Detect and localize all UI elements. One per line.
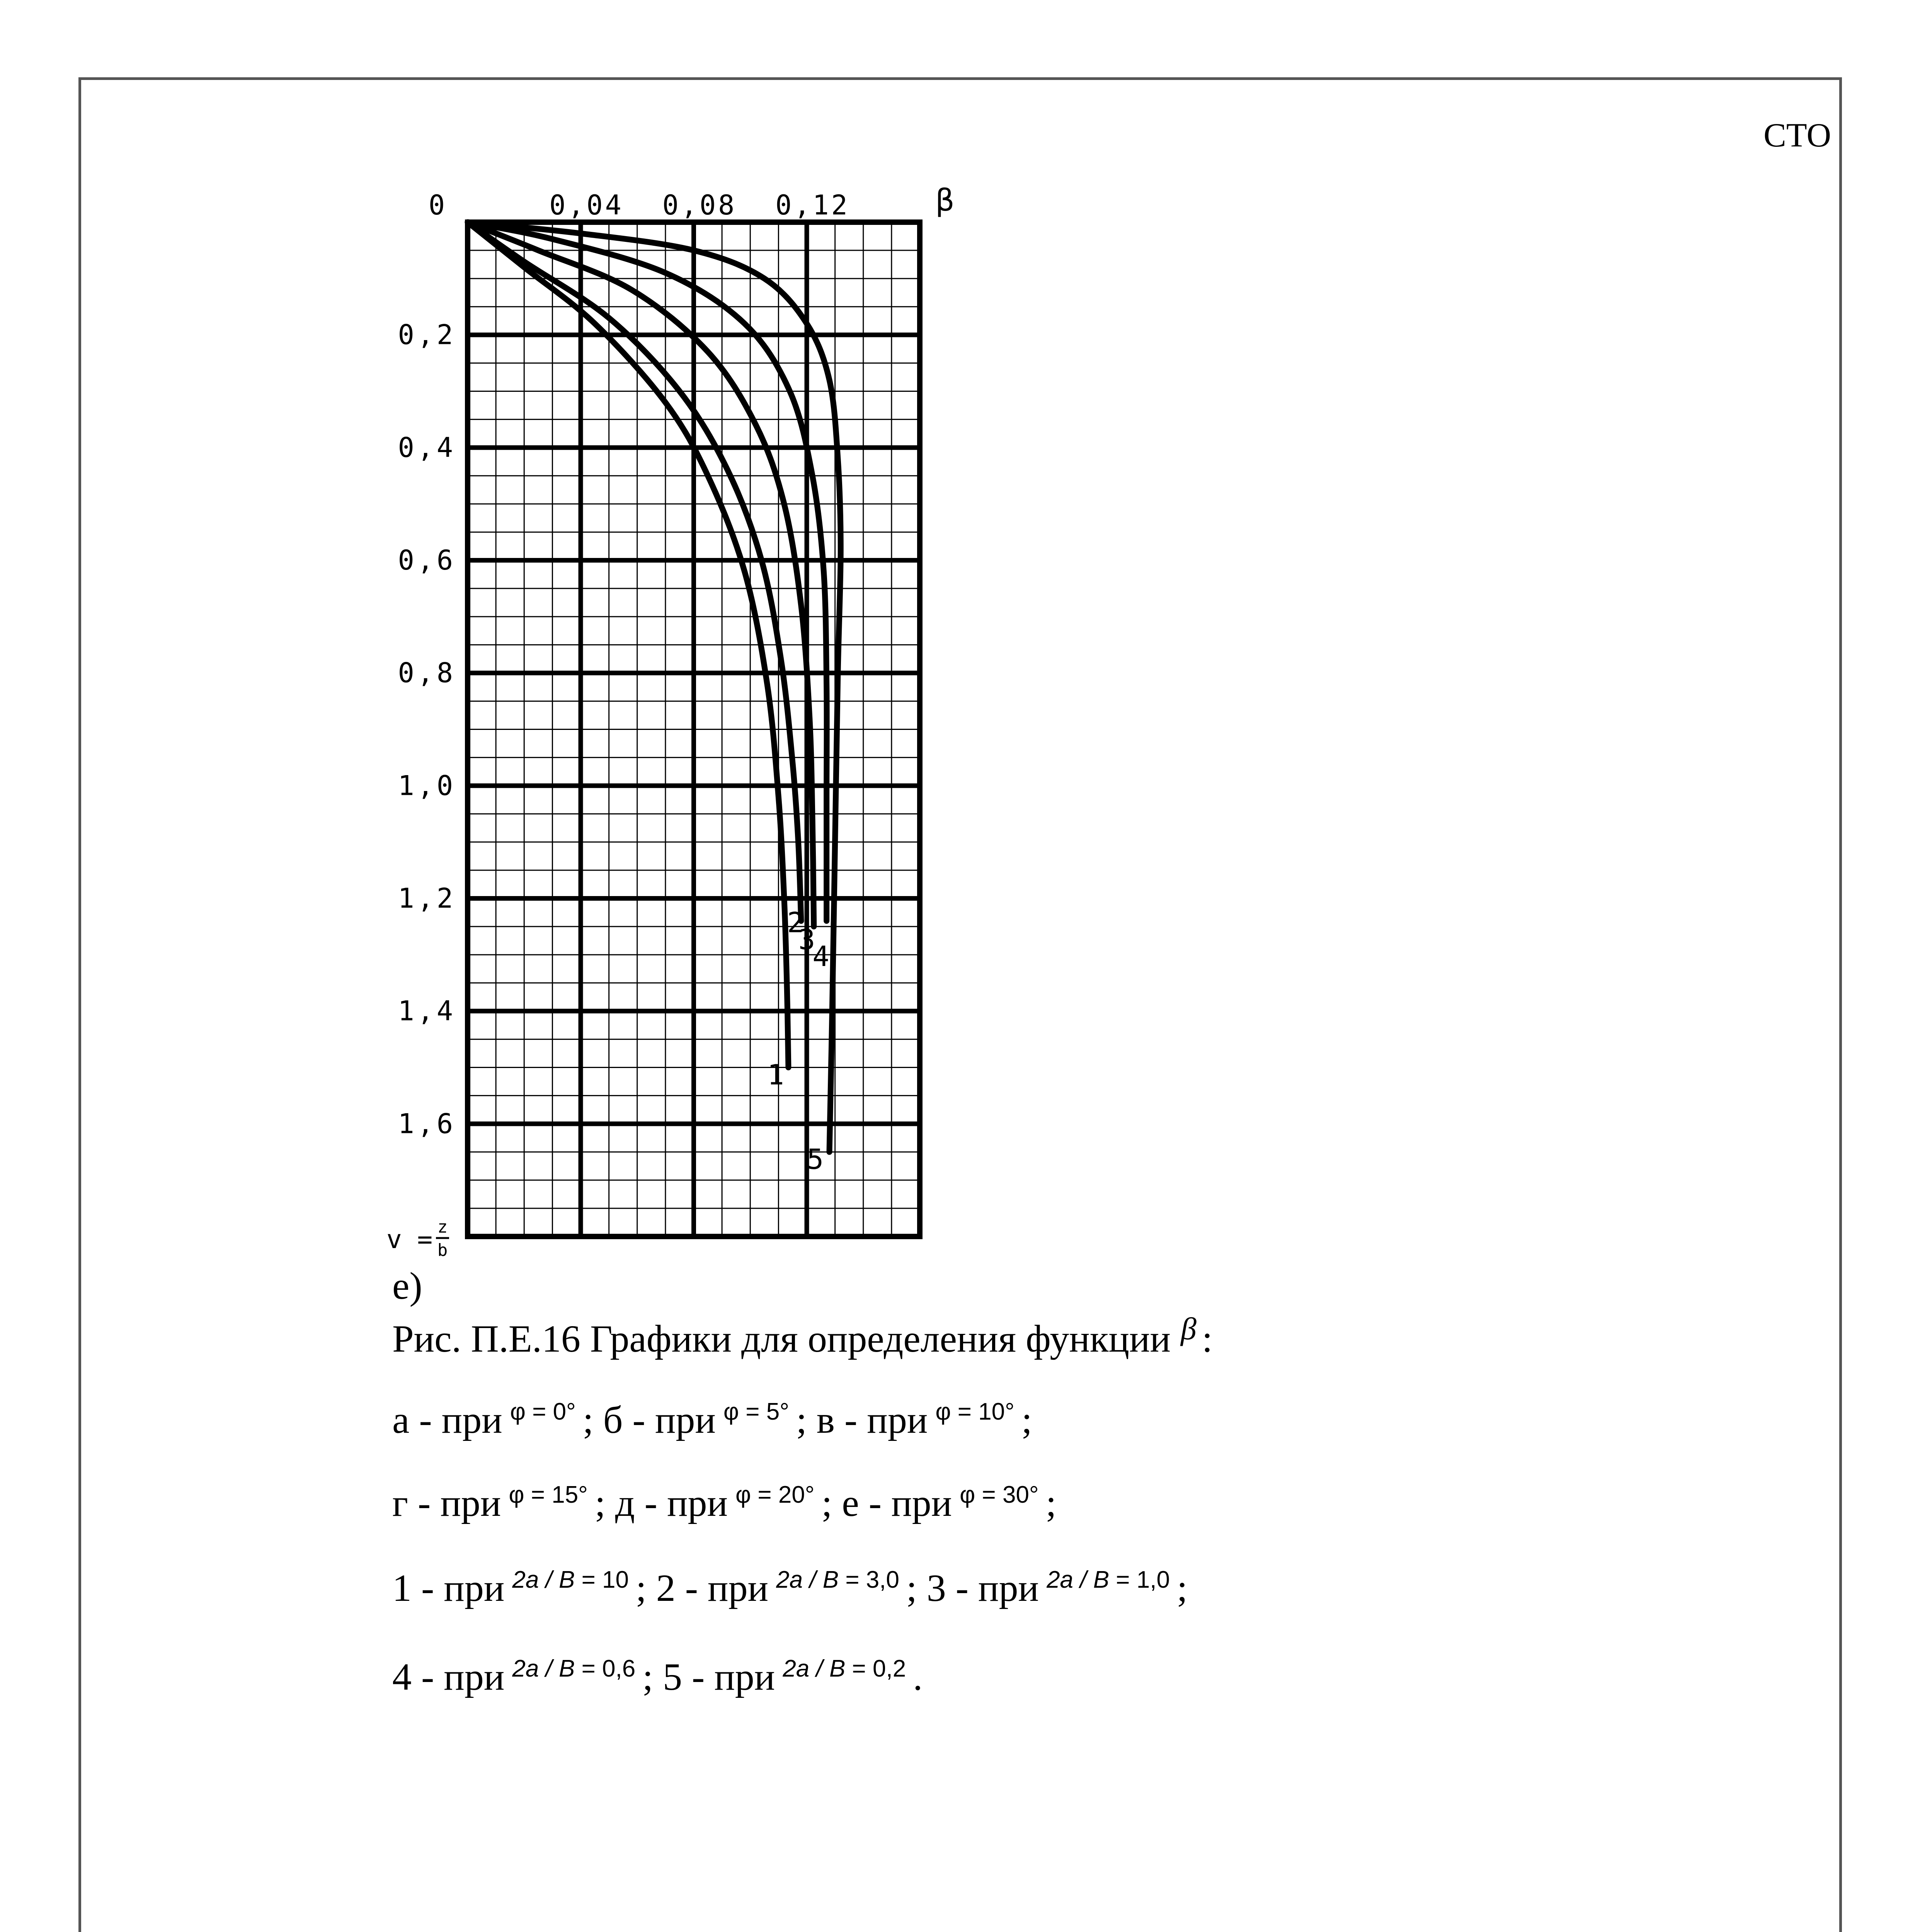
caption-a-p4: ; (1021, 1398, 1032, 1441)
formula-ratio-02-val: = 0,2 (845, 1655, 906, 1682)
beta-chart (363, 170, 982, 1298)
formula-ratio-06 (512, 1657, 635, 1681)
curve-4 (468, 222, 827, 921)
caption-g-p4: ; (1045, 1481, 1057, 1524)
y-tick-label: 0,6 (398, 544, 456, 576)
figure-caption-title (392, 1311, 1213, 1360)
formula-ratio-1-var: 2a / B (1047, 1566, 1110, 1593)
y-tick-label: 1,4 (398, 995, 456, 1027)
caption-line-4 (392, 1655, 923, 1698)
caption-1-p4: ; (1176, 1566, 1188, 1609)
curve-label: 5 (807, 1143, 824, 1175)
y-axis-label: v = (386, 1225, 433, 1254)
curve-label: 1 (767, 1058, 784, 1091)
caption-line-a (392, 1398, 1032, 1441)
formula-phi-15: φ = 15° (509, 1481, 588, 1508)
caption-title-end: : (1202, 1317, 1213, 1360)
panel-letter: е) (392, 1264, 422, 1307)
curve-label: 2 (787, 906, 804, 939)
curve-label: 3 (798, 923, 815, 956)
caption-title-text: Рис. П.Е.16 Графики для определения функции (392, 1317, 1171, 1360)
formula-ratio-10 (512, 1568, 629, 1592)
caption-g-p2: ; д - при (594, 1481, 728, 1524)
y-tick-label: 0,2 (398, 319, 456, 351)
formula-ratio-3-var: 2a / B (776, 1566, 839, 1593)
caption-a-p1: а - при (392, 1398, 502, 1441)
formula-ratio-1-val: = 1,0 (1109, 1566, 1170, 1593)
caption-1-p1: 1 - при (392, 1566, 505, 1609)
x-axis-label: β (935, 183, 955, 218)
y-tick-label: 0,8 (398, 657, 456, 689)
caption-4-p3: . (913, 1655, 923, 1698)
caption-line-1 (392, 1566, 1188, 1609)
formula-phi-10: φ = 10° (935, 1398, 1014, 1425)
y-tick-label: 1,6 (398, 1108, 456, 1140)
caption-line-g (392, 1481, 1057, 1524)
formula-ratio-1 (1047, 1568, 1170, 1592)
caption-4-p2: ; 5 - при (642, 1655, 775, 1698)
beta-chart-svg (363, 170, 982, 1298)
curve-label: 4 (812, 940, 829, 973)
formula-ratio-3-val: = 3,0 (839, 1566, 899, 1593)
origin-label: 0 (428, 189, 445, 221)
x-tick-label: 0,12 (775, 189, 850, 221)
formula-phi-5: φ = 5° (723, 1398, 789, 1425)
formula-phi-0: φ = 0° (510, 1398, 576, 1425)
caption-g-p3: ; е - при (821, 1481, 952, 1524)
document-code: СТО (1763, 117, 1831, 154)
formula-ratio-06-var: 2a / B (512, 1655, 575, 1682)
formula-ratio-02-var: 2a / B (783, 1655, 846, 1682)
formula-ratio-06-val: = 0,6 (575, 1655, 636, 1682)
y-axis-label-denominator: b (437, 1240, 448, 1260)
formula-ratio-3 (776, 1568, 899, 1592)
x-tick-label: 0,04 (549, 189, 624, 221)
beta-symbol: β (1181, 1311, 1197, 1346)
y-tick-label: 1,0 (398, 770, 456, 802)
caption-1-p3: ; 3 - при (906, 1566, 1039, 1609)
formula-phi-30: φ = 30° (960, 1481, 1039, 1508)
caption-a-p3: ; в - при (796, 1398, 928, 1441)
caption-a-p2: ; б - при (582, 1398, 716, 1441)
y-tick-label: 0,4 (398, 432, 456, 464)
curve-3 (468, 222, 814, 927)
formula-ratio-02 (783, 1657, 906, 1681)
caption-1-p2: ; 2 - при (635, 1566, 769, 1609)
x-tick-label: 0,08 (662, 189, 737, 221)
y-tick-label: 1,2 (398, 883, 456, 914)
formula-ratio-10-var: 2a / B (512, 1566, 575, 1593)
caption-4-p1: 4 - при (392, 1655, 505, 1698)
formula-ratio-10-val: = 10 (575, 1566, 629, 1593)
formula-phi-20: φ = 20° (735, 1481, 815, 1508)
caption-g-p1: г - при (392, 1481, 501, 1524)
y-axis-label-numerator: z (437, 1217, 448, 1237)
